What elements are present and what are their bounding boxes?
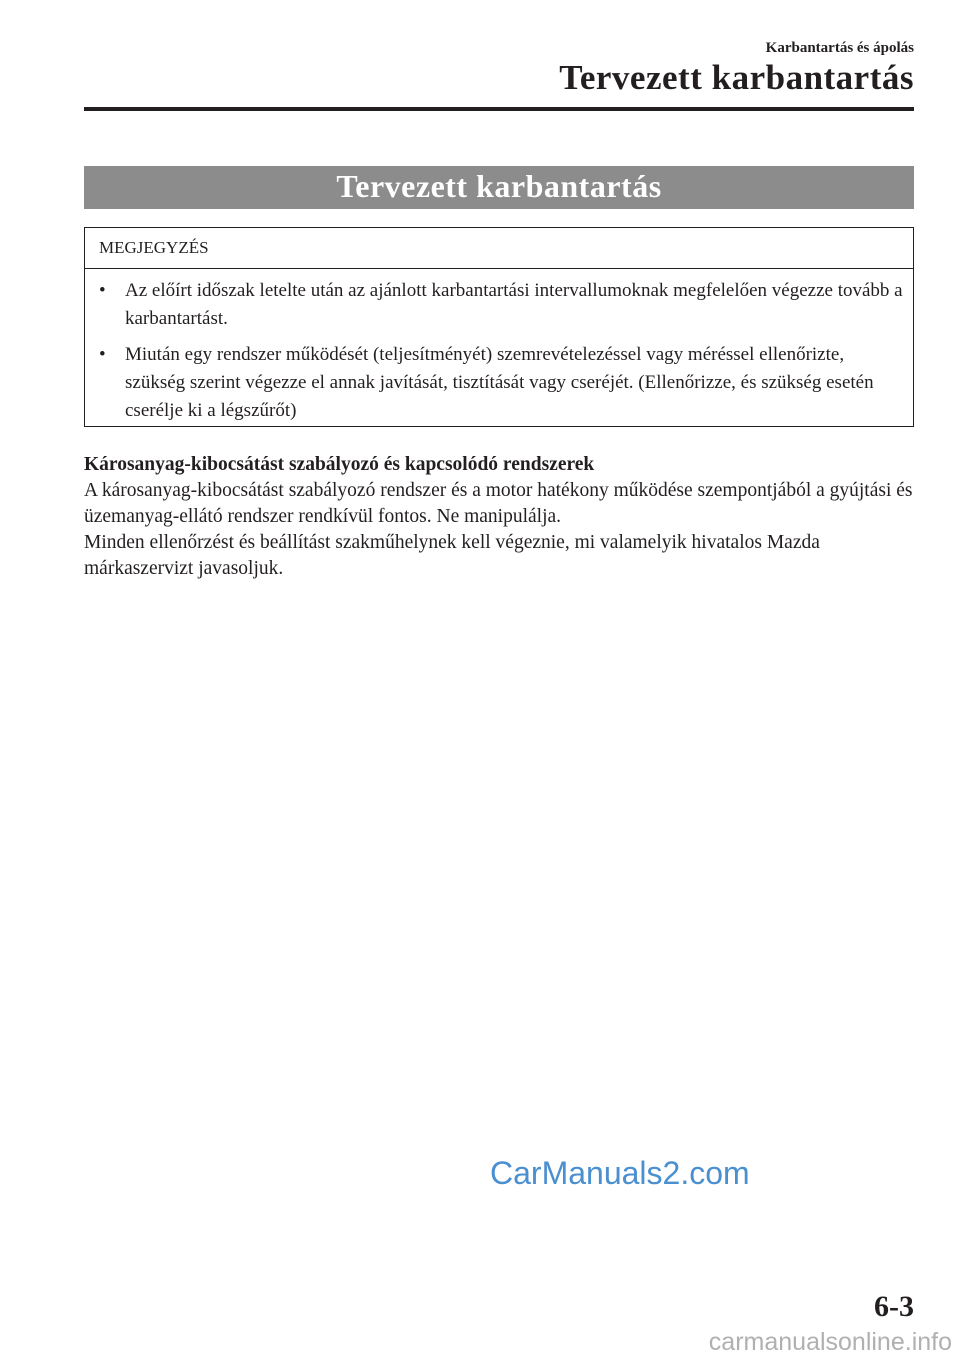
note-item-text: Az előírt időszak letelte után az ajánlott karbantartási intervallumoknak megfelelően végezze tovább a karbantartást. [125, 280, 903, 329]
watermark-logo: CarManuals2.com [490, 1155, 750, 1191]
note-item [99, 277, 903, 333]
note-box [84, 227, 914, 427]
bullet-icon: • [99, 280, 106, 301]
section-banner: Tervezett karbantartás [84, 166, 914, 209]
paragraph: A károsanyag-kibocsátást szabályozó rendszer és a motor hatékony működése szempontjából a gyújtási és üzemanyag-ellátó rendszer rendkívül fontos. Ne manipulálja. [84, 480, 913, 527]
page-number: 6-3 [874, 1290, 914, 1323]
note-item [99, 341, 903, 425]
note-item-text: Miután egy rendszer működését (teljesítményét) szemrevételezéssel vagy méréssel ellenőrizte, szükség szerint végezze el annak javítását, tisztítását vagy cseréjét. (Ellenőrizze, és szükség esetén cserélje ki a légszűrőt) [125, 344, 874, 421]
chapter-title: Karbantartás és ápolás [765, 40, 914, 56]
section-running-title: Tervezett karbantartás [559, 58, 914, 97]
bullet-icon: • [99, 344, 106, 365]
paragraph: Minden ellenőrzést és beállítást szakműhelynek kell végeznie, mi valamelyik hivatalos Mazda márkaszervizt javasoljuk. [84, 532, 820, 579]
subsection-title: Károsanyag-kibocsátást szabályozó és kapcsolódó rendszerek [84, 454, 595, 475]
header-rule [84, 107, 914, 111]
footer-site-link[interactable]: carmanualsonline.info [708, 1328, 952, 1356]
note-list [85, 269, 913, 425]
note-title: MEGJEGYZÉS [85, 228, 913, 269]
emission-section [84, 452, 914, 582]
